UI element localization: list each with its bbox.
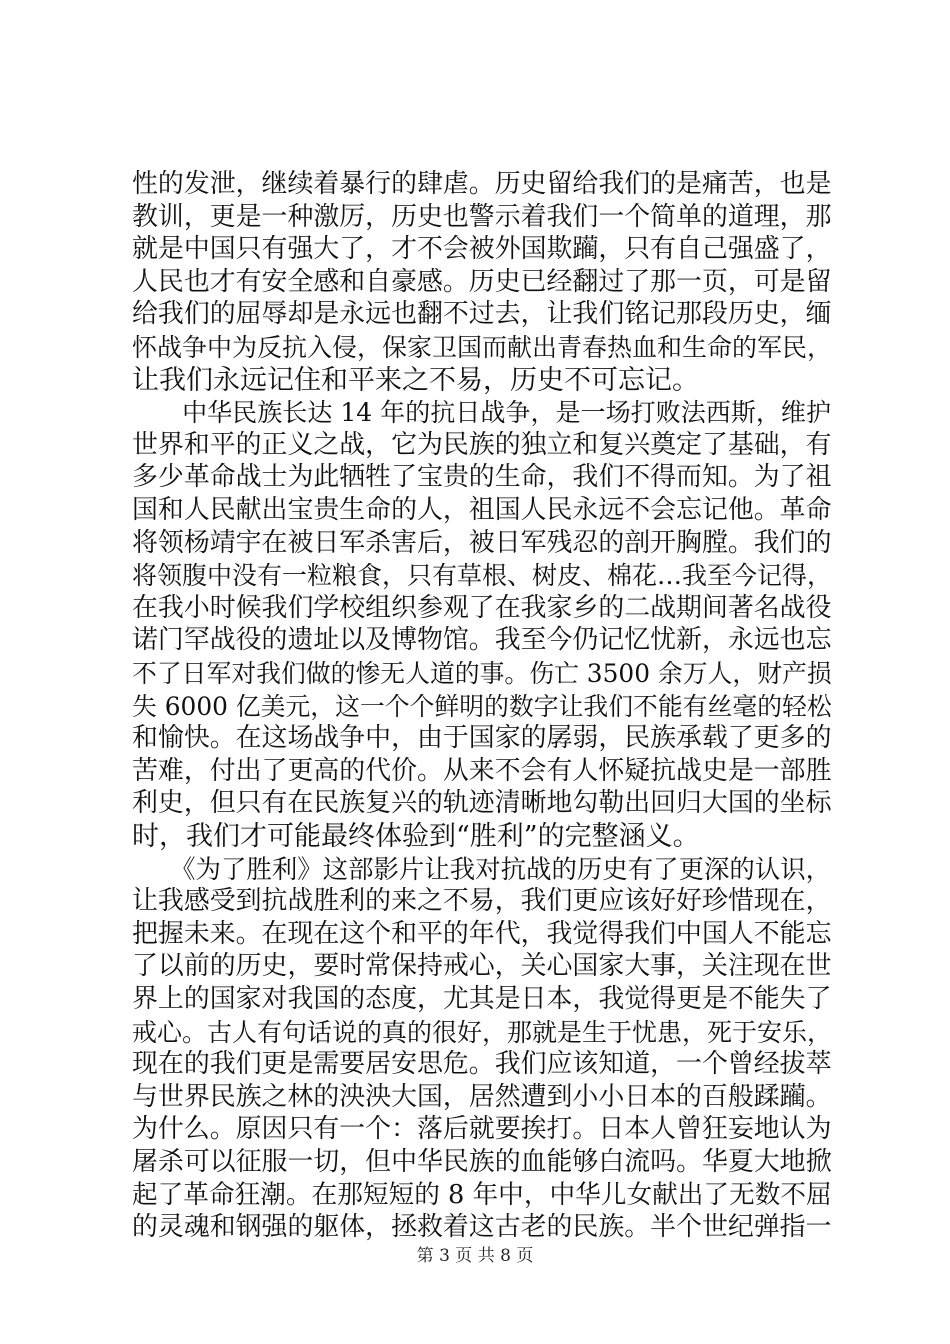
text-line: 就是中国只有强大了，才不会被外国欺躏，只有自己强盛了， (132, 234, 832, 265)
text-line: 让我感受到抗战胜利的来之不易，我们更应该好好珍惜现在， (132, 886, 832, 917)
text-line: 世界和平的正义之战，它为民族的独立和复兴奠定了基础，有 (132, 429, 832, 460)
text-line: 让我们永远记住和平来之不易，历史不可忘记。 (132, 364, 699, 396)
text-line: 起了革命狂潮。在那短短的 8 年中，中华儿女献出了无数不屈 (132, 1179, 832, 1210)
text-line: 的灵魂和钢强的躯体，拯救着这古老的民族。半个世纪弹指一 (132, 1212, 832, 1243)
text-line: 现在的我们更是需要居安思危。我们应该知道，一个曾经拔萃 (132, 1049, 832, 1080)
text-line: 苦难，付出了更高的代价。从来不会有人怀疑抗战史是一部胜 (132, 755, 832, 786)
text-line: 时，我们才可能最终体验到“胜利”的完整涵义。 (132, 821, 700, 852)
text-line: 多少革命战士为此牺牲了宝贵的生命，我们不得而知。为了祖 (132, 462, 832, 493)
text-line: 国和人民献出宝贵生命的人，祖国人民永远不会忘记他。革命 (132, 495, 832, 525)
text-line: 将领杨靖宇在被日军杀害后，被日军残忍的剖开胸膛。我们的 (132, 527, 832, 558)
text-line: 和愉快。在这场战争中，由于国家的孱弱，民族承载了更多的 (132, 723, 832, 754)
text-line: 教训，更是一种激厉，历史也警示着我们一个简单的道理，那 (132, 201, 832, 232)
text-line: 诺门罕战役的遗址以及博物馆。我至今仍记忆忧新，永远也忘 (132, 625, 832, 656)
text-line: 利史，但只有在民族复兴的轨迹清晰地勾勒出回归大国的坐标 (132, 788, 832, 819)
text-line: 屠杀可以征服一切，但中华民族的血能够白流吗。华夏大地掀 (132, 1147, 832, 1177)
page-footer: 第 3 页 共 8 页 (416, 1246, 534, 1266)
text-line: 给我们的屈辱却是永远也翻不过去，让我们铭记那段历史，缅 (132, 299, 832, 330)
text-line: 戒心。古人有句话说的真的很好，那就是生于忧患，死于安乐， (132, 1017, 833, 1047)
text-line: 与世界民族之林的泱泱大国，居然遭到小小日本的百般蹂躏。 (132, 1081, 832, 1112)
text-line: 不了日军对我们做的惨无人道的事。伤亡 3500 余万人，财产损 (132, 659, 832, 688)
text-line: 人民也才有安全感和自豪感。历史已经翻过了那一页，可是留 (132, 266, 832, 297)
text-line: 在我小时候我们学校组织参观了在我家乡的二战期间著名战役 (132, 592, 832, 623)
text-line: 中华民族长达 14 年的抗日战争，是一场打败法西斯，维护 (132, 398, 832, 428)
text-line: 为什么。原因只有一个：落后就要挨打。日本人曾狂妄地认为 (132, 1114, 832, 1145)
text-line: 性的发泄，继续着暴行的肆虐。历史留给我们的是痛苦，也是 (132, 169, 832, 199)
text-line: 怀战争中为反抗入侵，保家卫国而献出青春热血和生命的军民， (132, 333, 833, 362)
text-line: 把握未来。在现在这个和平的年代，我觉得我们中国人不能忘 (132, 918, 832, 949)
text-line: 《为了胜利》这部影片让我对抗战的历史有了更深的认识， (132, 853, 832, 884)
text-line: 失 6000 亿美元，这一个个鲜明的数字让我们不能有丝毫的轻松 (132, 691, 832, 721)
text-line: 了以前的历史，要时常保持戒心，关心国家大事，关注现在世 (132, 951, 832, 982)
text-line: 界上的国家对我国的态度，尤其是日本，我觉得更是不能失了 (132, 984, 832, 1014)
text-line: 将领腹中没有一粒粮食，只有草根、树皮、棉花…我至今记得， (132, 561, 833, 591)
